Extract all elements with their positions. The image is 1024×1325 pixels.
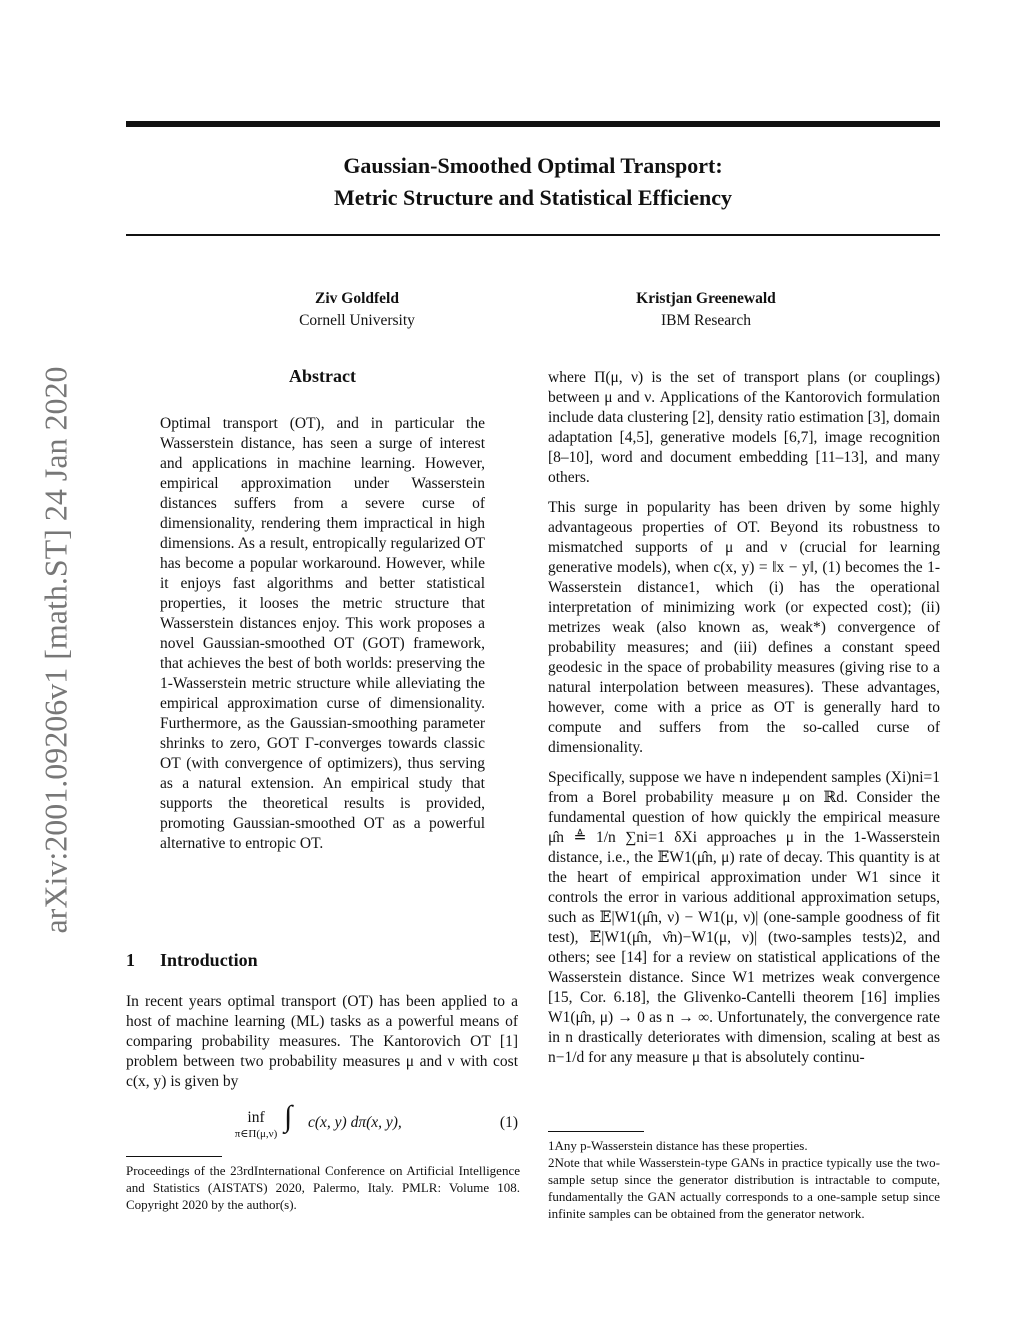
- author-name: Kristjan Greenewald: [636, 290, 776, 307]
- footnotes: [548, 1137, 940, 1222]
- paragraph-text: where Π(μ, ν) is the set of transport plans (or couplings) between μ and ν. Applications of the Kantorovich formulation include data clustering [2], density ratio estimation [3], domain adaptation [4,5], generative models [6,7], image recognition [8–10], word and document embedding [11–13], and many others.: [548, 369, 940, 486]
- footnote-1: 1Any p-Wasserstein distance has these properties.: [548, 1138, 808, 1153]
- footnote-rule: [548, 1131, 644, 1132]
- section-number: 1: [126, 950, 135, 970]
- paper-title: [126, 150, 940, 214]
- author-affiliation: Cornell University: [299, 312, 415, 329]
- title-line-2: Metric Structure and Statistical Efficiency: [334, 185, 732, 210]
- footnote-2: 2Note that while Wasserstein-type GANs in practice typically use the two-sample setup since the generator distribution is intractable to compute, fundamentally the GAN actually corresponds to a one-sample setup since infinite samples can be obtained from the generator network.: [548, 1155, 940, 1221]
- abstract-heading: Abstract: [289, 366, 356, 386]
- proceedings-text: Proceedings of the 23rdInternational Conference on Artificial Intelligence and Statistics (AISTATS) 2020, Palermo, Italy. PMLR: Volume 108. Copyright 2020 by the author(s).: [126, 1163, 520, 1212]
- abstract-text: Optimal transport (OT), and in particular the Wasserstein distance, has seen a surge of interest and applications in machine learning. However, empirical approximation under Wasserstein distances suffers from a severe curse of dimensionality, rendering them impractical in high dimensions. As a result, entropically regularized OT has become a popular workaround. However, while it enjoys fast algorithms and better statistical properties, it looses the metric structure that Wasserstein distances enjoy. This work proposes a novel Gaussian-smoothed OT (GOT) framework, that achieves the best of both worlds: preserving the 1-Wasserstein metric structure while alleviating the empirical approximation curse of dimensionality. Furthermore, as the Gaussian-smoothing parameter shrinks to zero, GOT Γ-converges towards classic OT (with convergence of optimizers), thus serving as a natural extension. An empirical study that supports the theoretical results is provided, promoting Gaussian-smoothed OT as a powerful alternative to entropic OT.: [160, 415, 485, 852]
- introduction-body: [126, 992, 518, 1092]
- equation-subscript: π∈Π(μ,ν): [234, 1128, 278, 1140]
- paragraph: [548, 768, 940, 1068]
- section-title: Introduction: [160, 950, 258, 970]
- paragraph: [548, 368, 940, 488]
- author-block-1: [237, 288, 477, 332]
- title-rule-top: [126, 121, 940, 127]
- equation-operator: [226, 1110, 286, 1142]
- equation-expression: c(x, y) dπ(x, y),: [308, 1114, 402, 1131]
- paragraph-text: This surge in popularity has been driven by some highly advantageous properties of OT. Beyond its robustness to mismatched supports of μ and ν (crucial for learning generative models), when c(x, y) = ‖x − y‖, (1) becomes the 1-Wasserstein distance1, which (i) has the operational interpretation of minimizing work (or expected cost); (ii) metrizes weak (also known as, weak*) convergence of probability measures; and (iii) defines a constant speed geodesic in the space of probability measures (giving rise to a natural interpolation between measures). These advantages, however, come with a price as OT is generally hard to compute and suffers from the so-called curse of dimensionality.: [548, 499, 940, 756]
- arxiv-stamp: arXiv:2001.09206v1 [math.ST] 24 Jan 2020: [37, 366, 74, 934]
- footnote-rule: [126, 1156, 222, 1157]
- equation-1: [126, 1100, 518, 1144]
- equation-number: (1): [499, 1114, 518, 1131]
- integral-symbol: ∫: [284, 1100, 293, 1133]
- section-heading: [126, 950, 516, 971]
- proceedings-note: [126, 1162, 520, 1213]
- paragraph-text: Specifically, suppose we have n independent samples (Xi)ni=1 from a Borel probability measure μ on ℝd. Consider the fundamental question of how quickly the empirical measure μ̂n ≜ 1/n ∑ni=1 δXi approaches μ in the 1-Wasserstein distance, i.e., the 𝔼W1(μ̂n, μ) rate of decay. This quantity is at the heart of empirical approximation under W1 since it controls the error in various additional approximation setups, such as 𝔼|W1(μ̂n, ν) − W1(μ, ν)| (one-sample goodness of fit test), 𝔼|W1(μ̂n, ν̂n)−W1(μ, ν)| (two-samples tests)2, and others; see [14] for a review on statistical applications of the Wasserstein distance. Since W1 metrizes weak convergence [15, Cor. 6.18], the Glivenko-Cantelli theorem [16] implies W1(μ̂n, μ) → 0 as n → ∞. Unfortunately, the convergence rate in n drastically deteriorates with dimension, scaling at best as n−1/d for any measure μ that is absolutely continu-: [548, 769, 940, 1066]
- title-line-1: Gaussian-Smoothed Optimal Transport:: [343, 153, 723, 178]
- equation-inf: inf: [247, 1109, 265, 1126]
- title-rule-bottom: [126, 234, 940, 236]
- introduction-text: In recent years optimal transport (OT) has been applied to a host of machine learning (ML) tasks as a powerful means of comparing probability measures. The Kantorovich OT [1] problem between two probability measures μ and ν with cost c(x, y) is given by: [126, 993, 518, 1090]
- author-block-2: [586, 288, 826, 332]
- author-name: Ziv Goldfeld: [315, 290, 399, 307]
- author-affiliation: IBM Research: [661, 312, 751, 329]
- abstract-body: [160, 414, 485, 854]
- paragraph: [548, 498, 940, 758]
